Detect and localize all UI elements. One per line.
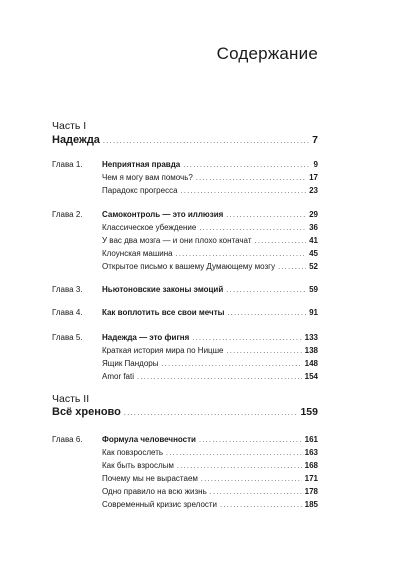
page-title: Содержание <box>216 44 318 63</box>
section-title: Как быть взрослым <box>102 461 174 470</box>
toc-section[interactable] <box>102 500 318 511</box>
chapter-page: 9 <box>313 160 318 169</box>
chapter-title: Ньютоновские законы эмоций <box>102 285 224 294</box>
section-page: 52 <box>309 262 318 271</box>
leader-dots <box>226 347 301 357</box>
toc-section[interactable] <box>102 359 318 370</box>
section-page: 178 <box>304 487 318 496</box>
leader-dots <box>226 211 306 221</box>
part-2-title: Всё хреново <box>52 406 121 418</box>
leader-dots <box>166 449 302 459</box>
toc-section[interactable] <box>102 186 318 197</box>
section-title: Краткая история мира по Ницше <box>102 346 224 355</box>
toc-section[interactable] <box>102 461 318 472</box>
toc-chapter-4[interactable] <box>52 308 318 319</box>
toc-chapter-5[interactable] <box>52 333 318 344</box>
leader-dots <box>199 436 302 446</box>
chapter-number: Глава 4. <box>52 308 83 317</box>
toc-section[interactable] <box>102 448 318 459</box>
section-title: Одно правило на всю жизнь <box>102 487 207 496</box>
chapter-number: Глава 6. <box>52 435 83 444</box>
section-title: Почему мы не вырастаем <box>102 474 198 483</box>
leader-dots <box>278 263 306 273</box>
part-1-title: Надежда <box>52 134 100 146</box>
leader-dots <box>255 237 307 247</box>
chapter-number: Глава 2. <box>52 210 83 219</box>
leader-dots <box>201 475 302 485</box>
leader-dots <box>199 224 306 234</box>
section-page: 168 <box>304 461 318 470</box>
chapter-title: Самоконтроль — это иллюзия <box>102 210 224 219</box>
leader-dots <box>181 187 307 197</box>
section-title: Клоунская машина <box>102 249 173 258</box>
section-page: 23 <box>309 186 318 195</box>
leader-dots <box>124 410 298 417</box>
part-1-label: Часть I <box>52 120 87 132</box>
toc-chapter-3[interactable] <box>52 285 318 296</box>
toc-chapter-6[interactable] <box>52 435 318 446</box>
leader-dots <box>210 488 302 498</box>
chapter-title: Надежда — это фигня <box>102 333 190 342</box>
section-page: 171 <box>304 474 318 483</box>
part-1-page: 7 <box>312 134 318 146</box>
toc-section[interactable] <box>102 487 318 498</box>
leader-dots <box>183 161 310 171</box>
leader-dots <box>161 360 301 370</box>
chapter-page: 29 <box>309 210 318 219</box>
leader-dots <box>196 174 306 184</box>
part-2-page: 159 <box>300 406 318 418</box>
toc-section[interactable] <box>102 372 318 383</box>
leader-dots <box>103 138 309 145</box>
section-page: 148 <box>304 359 318 368</box>
chapter-page: 161 <box>304 435 318 444</box>
section-page: 36 <box>309 223 318 232</box>
section-title: Чем я могу вам помочь? <box>102 173 193 182</box>
toc-section[interactable] <box>102 346 318 357</box>
toc-section[interactable] <box>102 223 318 234</box>
section-page: 45 <box>309 249 318 258</box>
chapter-title: Неприятная правда <box>102 160 181 169</box>
leader-dots <box>220 501 302 511</box>
section-title: Amor fati <box>102 372 135 381</box>
section-page: 41 <box>309 236 318 245</box>
chapter-page: 91 <box>309 308 318 317</box>
chapter-title: Формула человечности <box>102 435 196 444</box>
toc-chapter-1[interactable] <box>52 160 318 171</box>
chapter-page: 133 <box>304 333 318 342</box>
toc-section[interactable] <box>102 474 318 485</box>
leader-dots <box>192 334 301 344</box>
toc-chapter-2[interactable] <box>52 210 318 221</box>
leader-dots <box>227 309 306 319</box>
toc-section[interactable] <box>102 173 318 184</box>
section-title: Классическое убеждение <box>102 223 197 232</box>
leader-dots <box>137 373 302 383</box>
chapter-page: 59 <box>309 285 318 294</box>
section-page: 185 <box>304 500 318 509</box>
section-page: 138 <box>304 346 318 355</box>
section-title: Открытое письмо к вашему Думающему мозгу <box>102 262 276 271</box>
section-title: Парадокс прогресса <box>102 186 178 195</box>
leader-dots <box>177 462 302 472</box>
section-title: Как повзрослеть <box>102 448 164 457</box>
part-1-entry[interactable] <box>52 134 318 146</box>
chapter-number: Глава 1. <box>52 160 83 169</box>
toc-section[interactable] <box>102 249 318 260</box>
part-2-label: Часть II <box>52 393 90 405</box>
chapter-number: Глава 3. <box>52 285 83 294</box>
section-page: 163 <box>304 448 318 457</box>
part-2-entry[interactable] <box>52 406 318 418</box>
section-page: 154 <box>304 372 318 381</box>
leader-dots <box>176 250 307 260</box>
section-page: 17 <box>309 173 318 182</box>
leader-dots <box>226 286 306 296</box>
section-title: Современный кризис зрелости <box>102 500 218 509</box>
toc-section[interactable] <box>102 236 318 247</box>
toc-section[interactable] <box>102 262 318 273</box>
section-title: Ящик Пандоры <box>102 359 159 368</box>
chapter-number: Глава 5. <box>52 333 83 342</box>
section-title: У вас два мозга — и они плохо контачат <box>102 236 252 245</box>
chapter-title: Как воплотить все свои мечты <box>102 308 225 317</box>
